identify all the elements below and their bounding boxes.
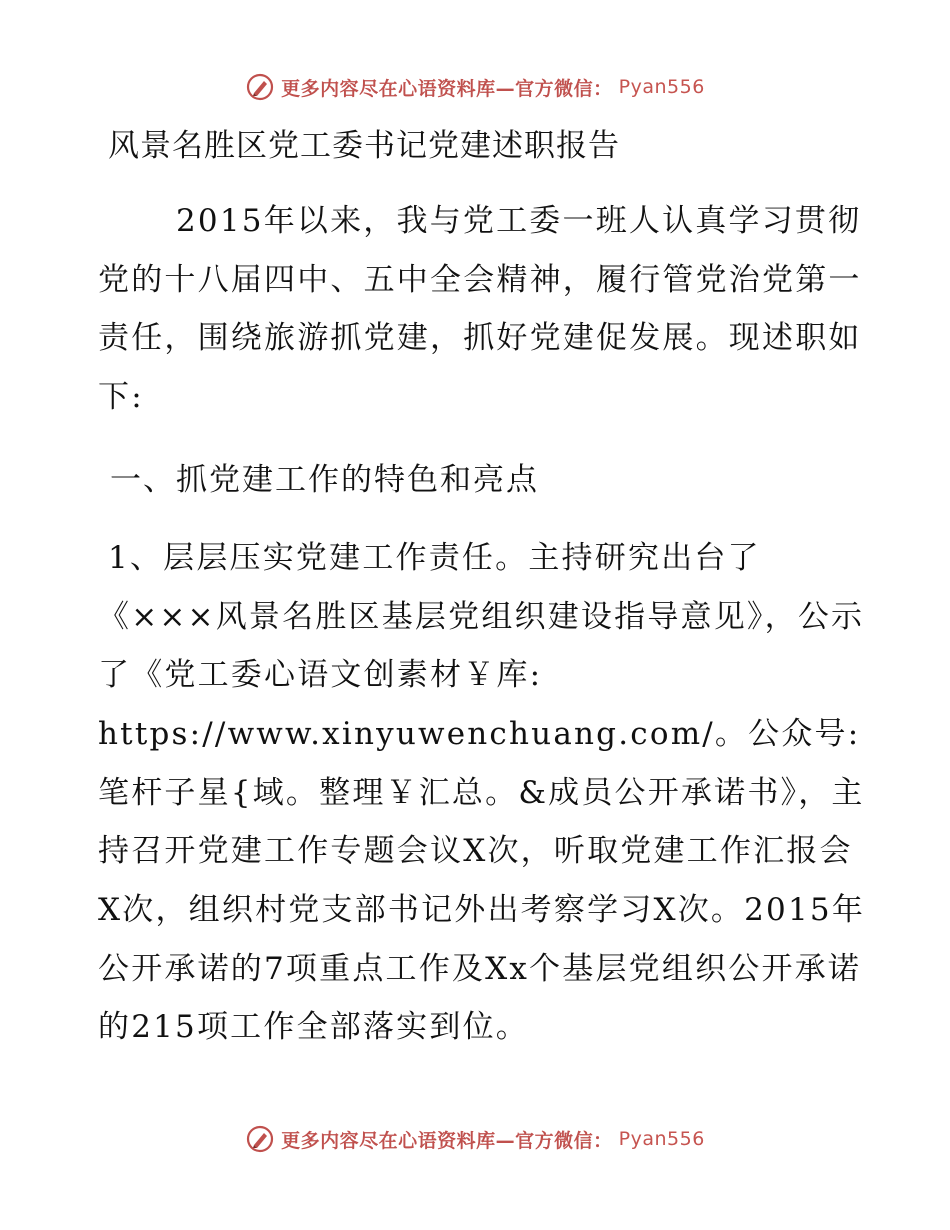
pen-logo-icon [245,1124,275,1154]
item-1-body: 《×××风景名胜区基层党组织建设指导意见》，公示了《党工委心语文创素材￥库: https://www.xinyuwenchuang.com/。公众号: 笔杆子星{域。整理￥汇总。&成员公开承诺书》，主持召开党建工作专题会议X次，听取党建工作汇报会X次，组织村党支部书记外出考察学习X次。2015年公开承诺的7项重点工作及Xx个基层党组织公开承诺的215项工作全部落实到位。 [98,598,873,1046]
watermark-handle: Pyan556 [618,76,705,98]
document-title: 风景名胜区党工委书记党建述职报告 [108,128,620,164]
watermark-footer [0,1124,950,1154]
item-1-paragraph [98,529,873,1057]
intro-paragraph: 2015年以来，我与党工委一班人认真学习贯彻党的十八届四中、五中全会精神，履行管党治党第一责任，围绕旅游抓党建，抓好党建促发展。现述职如下: [98,203,862,416]
item-1-lead: 1、层层压实党建工作责任。主持研究出台了 [108,539,761,576]
document-body [98,122,873,1057]
watermark-text: 更多内容尽在心语资料库—官方微信： [281,1129,613,1152]
watermark-handle: Pyan556 [618,1128,705,1150]
watermark-header [0,72,950,102]
watermark-text: 更多内容尽在心语资料库—官方微信： [281,77,613,100]
section-heading-1: 一、抓党建工作的特色和亮点 [110,461,539,498]
pen-logo-icon [245,72,275,102]
